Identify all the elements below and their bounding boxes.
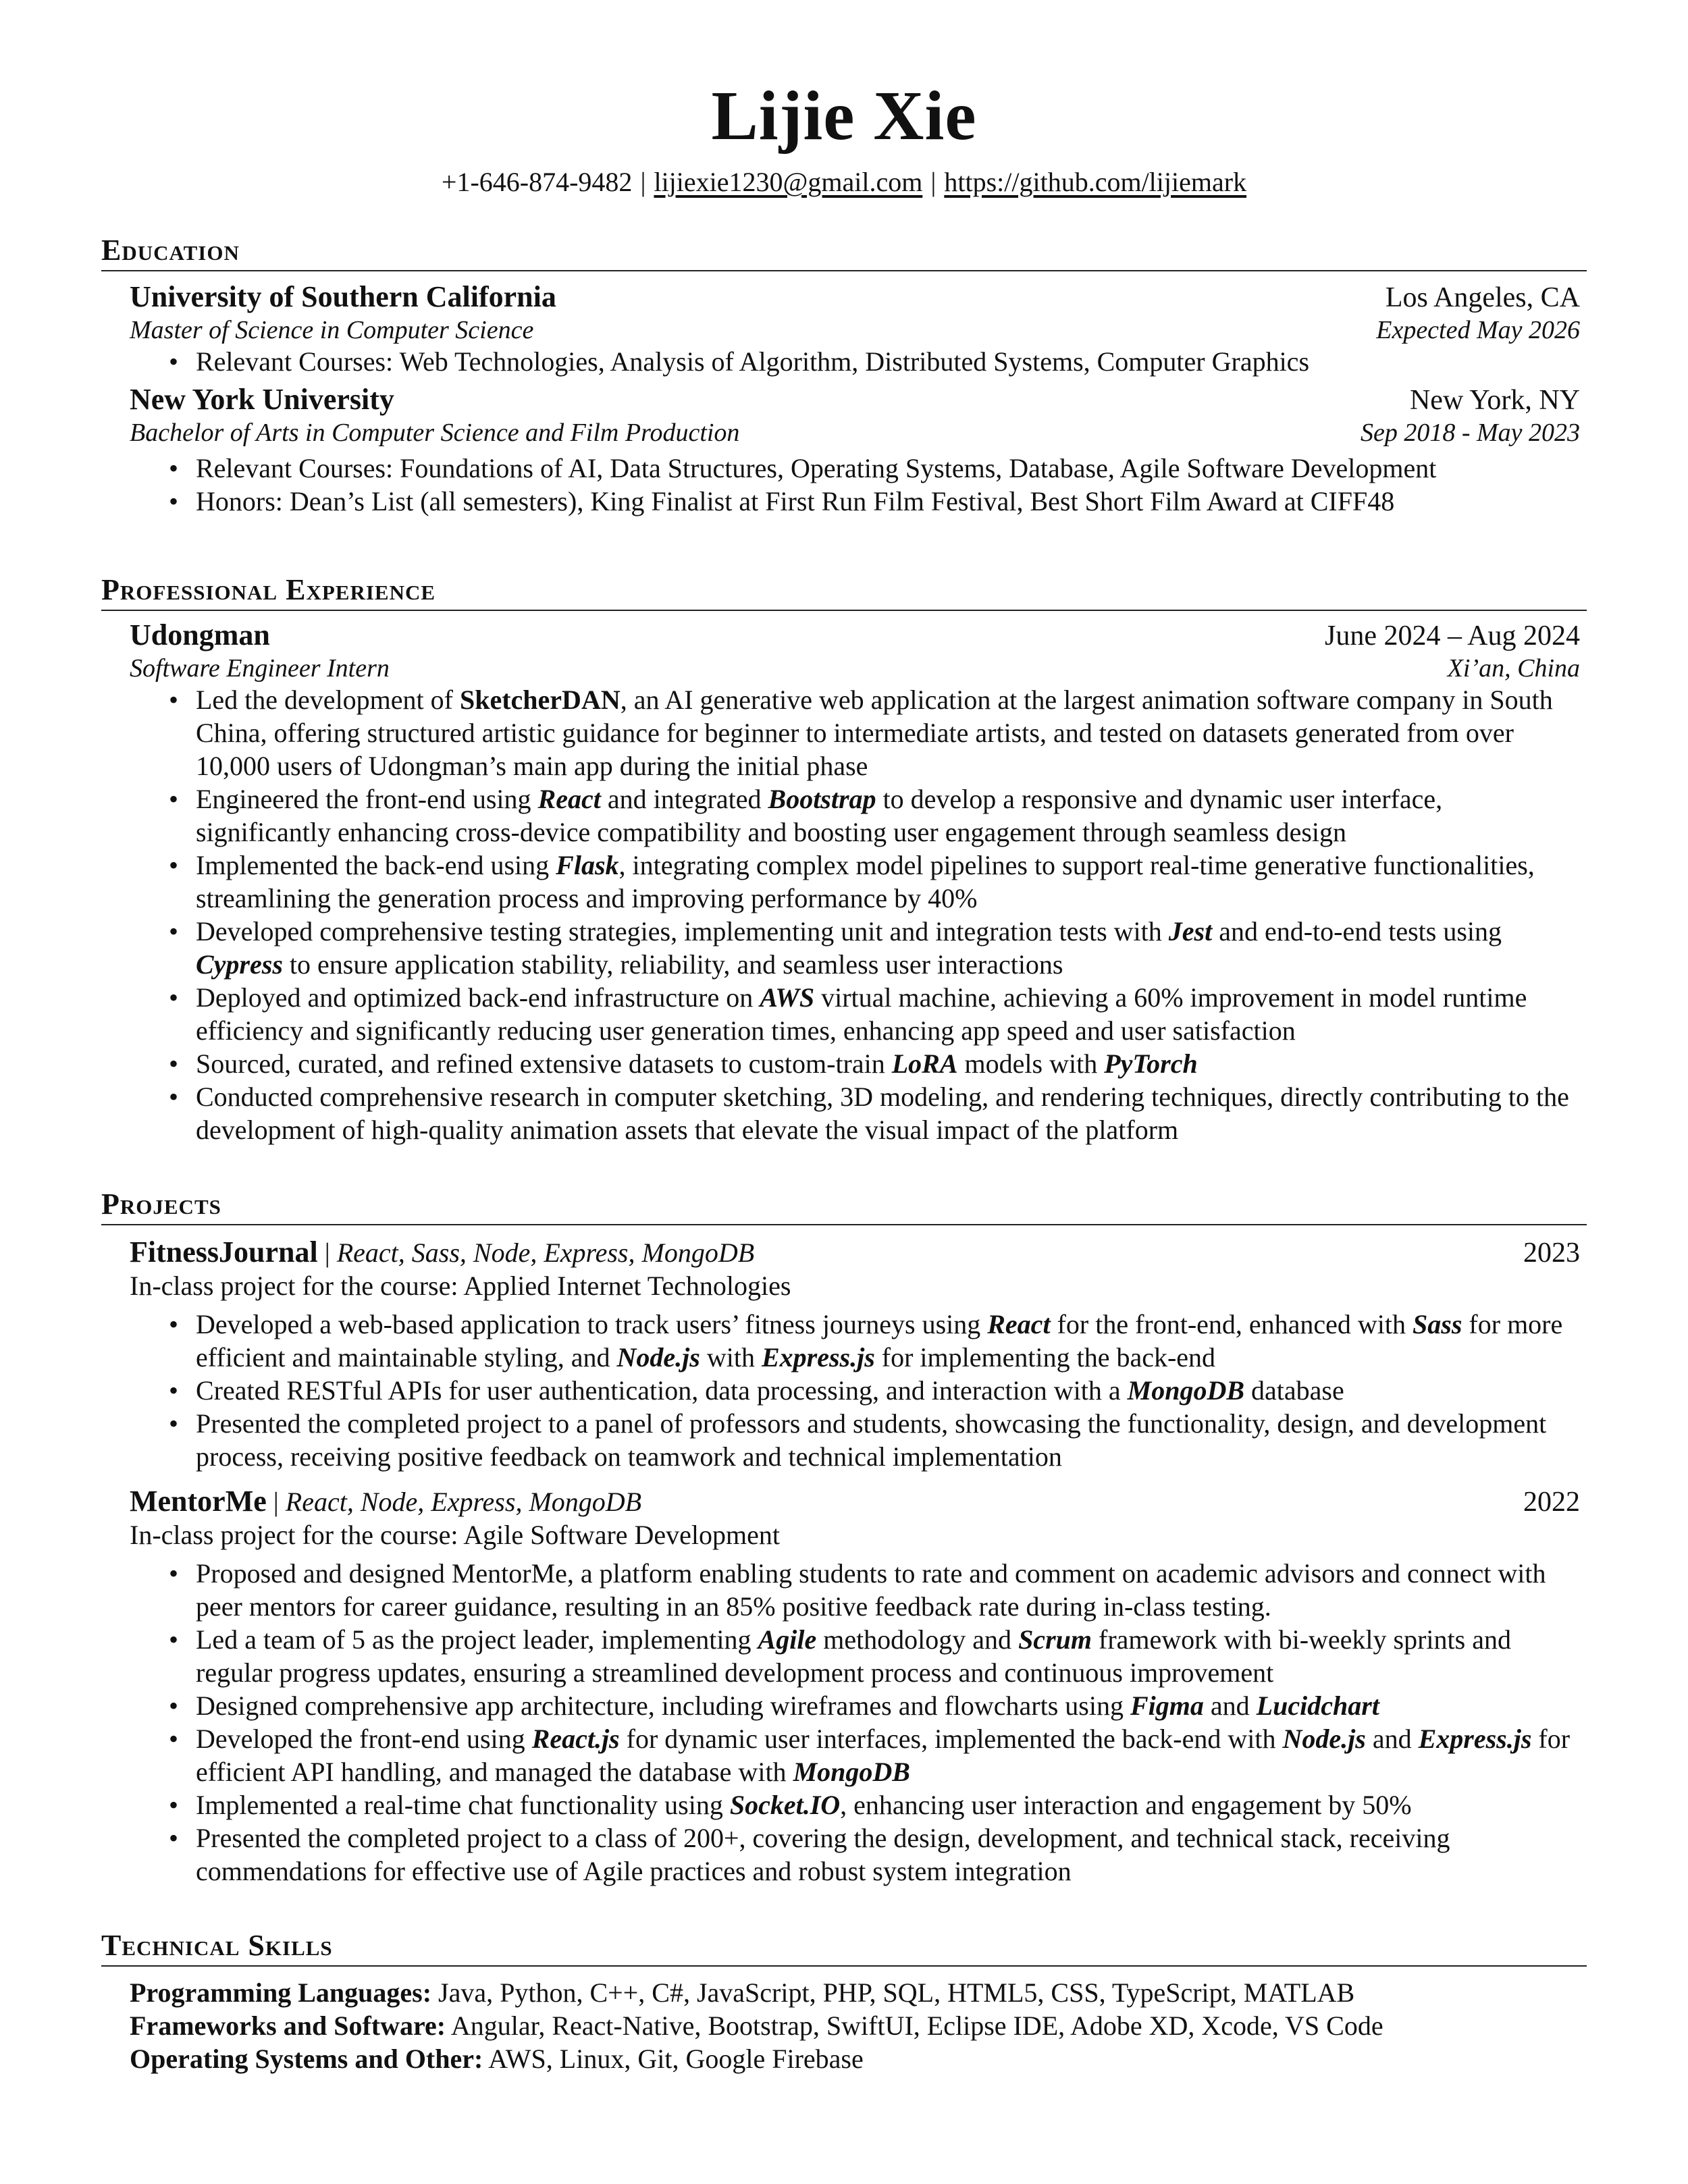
bullet-item: • Relevant Courses: Foundations of AI, Data Structures, Operating Systems, Database, Agile Software Development	[196, 452, 1580, 485]
experience-row	[130, 618, 1580, 652]
skills-list	[130, 1976, 1580, 2075]
bullet-item: • Created RESTful APIs for user authentication, data processing, and interaction with a MongoDB database	[196, 1374, 1580, 1407]
project-course: In-class project for the course: Applied Internet Technologies	[130, 1271, 791, 1301]
bullet-item: • Designed comprehensive app architecture, including wireframes and flowcharts using Figma and Lucidchart	[196, 1689, 1580, 1722]
degree-date: Expected May 2026	[1376, 316, 1580, 344]
job-date: June 2024 – Aug 2024	[1325, 620, 1580, 651]
phone-number: +1-646-874-9482	[441, 167, 633, 197]
project-year: 2023	[1523, 1237, 1580, 1269]
bullet-item: • Developed comprehensive testing strategies, implementing unit and integration tests with Jest and end-to-end tests using Cypress to ensure application stability, reliability, and seamless user interactions	[196, 915, 1580, 981]
education-entry	[130, 382, 1580, 518]
project-entry	[130, 1235, 1580, 1473]
bullet-list	[130, 1557, 1580, 1888]
degree: Master of Science in Computer Science	[130, 316, 534, 344]
bullet-item: • Developed a web-based application to track users’ fitness journeys using React for the front-end, enhanced with Sass for more efficient and maintainable styling, and Node.js with Express.js for implementing the back-end	[196, 1308, 1580, 1374]
education-section	[101, 233, 1587, 518]
project-row	[130, 1235, 1580, 1269]
bullet-item: • Proposed and designed MentorMe, a platform enabling students to rate and comment on academic advisors and connect with peer mentors for career guidance, resulting in an 85% positive feedback rate during in-class testing.	[196, 1557, 1580, 1623]
project-name: FitnessJournal	[130, 1235, 318, 1269]
job-role: Software Engineer Intern	[130, 654, 390, 683]
bullet-item: • Presented the completed project to a class of 200+, covering the design, development, and technical stack, receiving commendations for effective use of Agile practices and robust system integration	[196, 1821, 1580, 1888]
bullet-list	[130, 345, 1580, 378]
bullet-item: • Led the development of SketcherDAN, an AI generative web application at the largest animation software company in South China, offering structured artistic guidance for beginner to intermediate artists, and tested on datasets generated from over 10,000 users of Udongman’s main app during the initial phase	[196, 683, 1580, 782]
project-row	[130, 1484, 1580, 1518]
skills-line	[130, 2009, 1580, 2042]
bullet-item: • Implemented a real-time chat functionality using Socket.IO, enhancing user interaction and engagement by 50%	[196, 1788, 1580, 1821]
skills-value: Java, Python, C++, C#, JavaScript, PHP, SQL, HTML5, CSS, TypeScript, MATLAB	[431, 1977, 1355, 2008]
bullet-list	[130, 452, 1580, 518]
job-location: Xi’an, China	[1447, 654, 1580, 683]
bullet-item: • Led a team of 5 as the project leader, implementing Agile methodology and Scrum framework with bi-weekly sprints and regular progress updates, ensuring a streamlined development process and continuous improvement	[196, 1623, 1580, 1689]
github-link[interactable]: https://github.com/lijiemark	[944, 167, 1247, 197]
education-row	[130, 382, 1580, 417]
degree-row	[130, 315, 1580, 345]
candidate-name: Lijie Xie	[711, 77, 977, 155]
project-heading	[130, 1235, 754, 1269]
bullet-item: • Engineered the front-end using React and integrated Bootstrap to develop a responsive and dynamic user interface, significantly enhancing cross-device compatibility and boosting user engagement through seamless design	[196, 782, 1580, 849]
separator: |	[930, 167, 937, 197]
bullet-item: • Honors: Dean’s List (all semesters), King Finalist at First Run Film Festival, Best Short Film Award at CIFF48	[196, 485, 1580, 518]
project-year: 2022	[1523, 1487, 1580, 1518]
skills-line	[130, 2042, 1580, 2075]
skills-section	[101, 1928, 1587, 2075]
bullet-list	[130, 1308, 1580, 1473]
degree-row	[130, 418, 1580, 448]
email-link[interactable]: lijiexie1230@gmail.com	[654, 167, 923, 197]
skills-label: Programming Languages:	[130, 1977, 432, 2008]
bullet-item: • Conducted comprehensive research in computer sketching, 3D modeling, and rendering techniques, directly contributing to the development of high-quality animation assets that elevate the visual impact of the platform	[196, 1080, 1580, 1146]
project-course: In-class project for the course: Agile Software Development	[130, 1520, 781, 1550]
skills-value: Angular, React-Native, Bootstrap, SwiftUI, Eclipse IDE, Adobe XD, Xcode, VS Code	[446, 2010, 1383, 2041]
project-heading	[130, 1484, 641, 1518]
role-row	[130, 654, 1580, 683]
projects-section	[101, 1187, 1587, 1888]
skills-value: AWS, Linux, Git, Google Firebase	[483, 2044, 864, 2074]
section-title-skills: Technical Skills	[101, 1928, 1587, 1967]
company-name: Udongman	[130, 618, 270, 651]
bullet-item: • Deployed and optimized back-end infrastructure on AWS virtual machine, achieving a 60% improvement in model runtime efficiency and significantly reducing user generation times, enhancing app speed and user satisfaction	[196, 981, 1580, 1047]
degree: Bachelor of Arts in Computer Science and Film Production	[130, 419, 740, 447]
skills-line	[130, 1976, 1580, 2009]
separator: |	[317, 1237, 337, 1268]
section-title-experience: Professional Experience	[101, 572, 1587, 611]
project-tech: React, Node, Express, MongoDB	[285, 1487, 642, 1517]
school-name: University of Southern California	[130, 280, 556, 313]
bullet-list	[130, 683, 1580, 1146]
skills-label: Frameworks and Software:	[130, 2010, 446, 2041]
section-title-projects: Projects	[101, 1187, 1587, 1225]
degree-date: Sep 2018 - May 2023	[1360, 419, 1580, 447]
resume-header	[0, 0, 1688, 198]
school-location: Los Angeles, CA	[1385, 282, 1580, 313]
contact-line	[0, 166, 1688, 198]
school-location: New York, NY	[1409, 385, 1580, 416]
project-tech: React, Sass, Node, Express, MongoDB	[336, 1237, 755, 1268]
bullet-item: • Developed the front-end using React.js for dynamic user interfaces, implemented the back-end with Node.js and Express.js for efficient API handling, and managed the database with MongoDB	[196, 1722, 1580, 1788]
bullet-item: • Implemented the back-end using Flask, integrating complex model pipelines to support real-time generative functionalities, streamlining the generation process and improving performance by 40%	[196, 849, 1580, 915]
separator: |	[266, 1487, 286, 1517]
skills-label: Operating Systems and Other:	[130, 2044, 483, 2074]
bullet-item: • Relevant Courses: Web Technologies, Analysis of Algorithm, Distributed Systems, Computer Graphics	[196, 345, 1580, 378]
section-title-education: Education	[101, 233, 1587, 271]
project-name: MentorMe	[130, 1485, 267, 1518]
experience-section	[101, 572, 1587, 1146]
bullet-item: • Sourced, curated, and refined extensive datasets to custom-train LoRA models with PyTorch	[196, 1047, 1580, 1080]
project-entry	[130, 1484, 1580, 1888]
experience-entry	[130, 618, 1580, 1146]
school-name: New York University	[130, 383, 394, 416]
education-row	[130, 279, 1580, 314]
bullet-item: • Presented the completed project to a panel of professors and students, showcasing the functionality, design, and development process, receiving positive feedback on teamwork and technical implementation	[196, 1407, 1580, 1473]
separator: |	[640, 167, 646, 197]
education-entry	[130, 279, 1580, 378]
